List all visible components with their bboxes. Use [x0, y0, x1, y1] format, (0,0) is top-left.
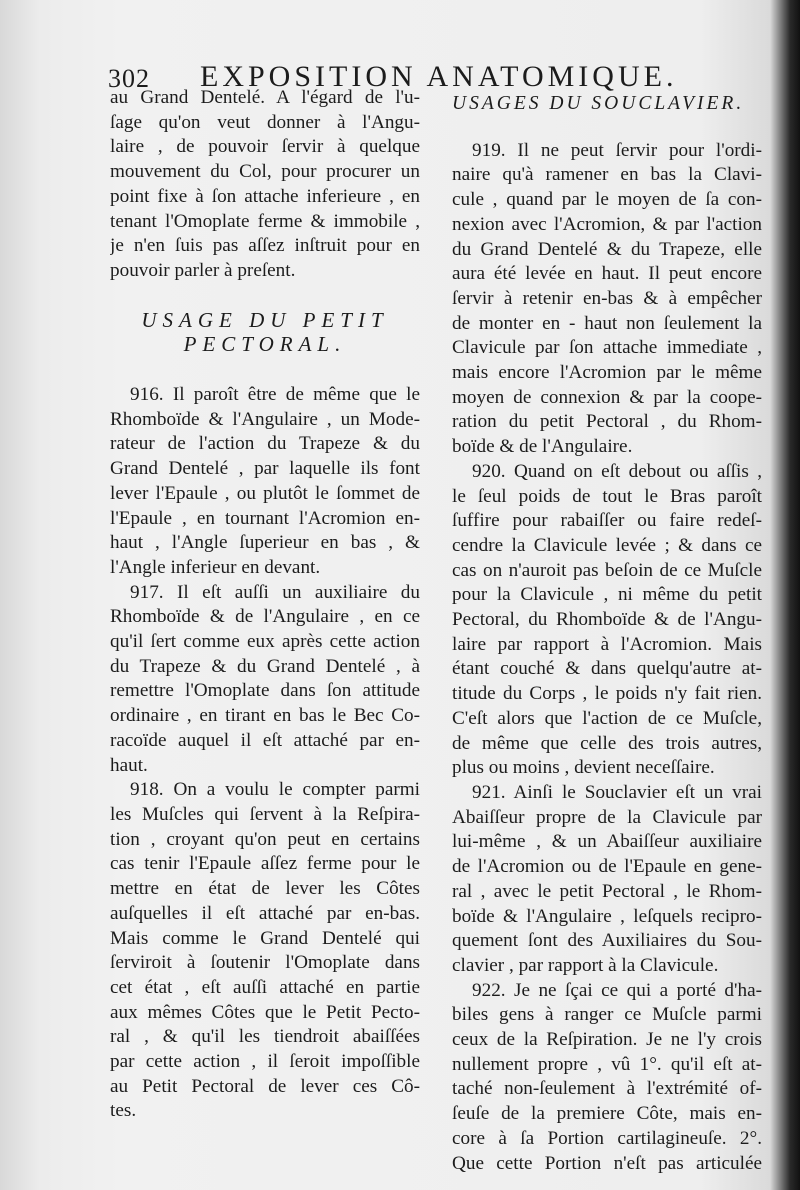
text-line: clavier , par rapport à la Clavicule.: [452, 954, 719, 976]
text-line: ration du petit Pectoral , du Rhom-: [452, 411, 762, 433]
paragraph-922: [452, 979, 762, 1177]
paragraph-918: [110, 778, 420, 1124]
text-line: ral , avec le petit Pectoral , le Rhom-: [452, 880, 762, 902]
text-line: racoïde auquel il eſt attaché par en-: [110, 729, 420, 751]
running-title: EXPOSITION ANATOMIQUE.: [200, 60, 678, 93]
page-number: 302: [108, 64, 150, 93]
paragraph-921: [452, 781, 762, 979]
text-line: ordinaire , en tirant en bas le Bec Co-: [110, 705, 420, 727]
text-line: cas tenir l'Epaule aſſez ferme pour le: [110, 853, 420, 875]
text-line: ceux de la Reſpiration. Je ne l'y crois: [452, 1029, 762, 1051]
text-line: ſerviroit à ſoutenir l'Omoplate dans: [110, 952, 420, 974]
text-line: aura été levée en haut. Il peut encore: [452, 263, 762, 285]
text-line: les Muſcles qui ſervent à la Reſpira-: [110, 803, 420, 825]
text-line: cas on n'auroit pas beſoin de ce Muſcle: [452, 559, 762, 581]
text-line: titude du Corps , le poids n'y fait rien.: [452, 683, 762, 705]
text-line: biles gens à ranger ce Muſcle parmi: [452, 1004, 762, 1026]
text-line: rateur de l'action du Trapeze & du: [110, 433, 420, 455]
text-line: moyen de connexion & par la coope-: [452, 386, 762, 408]
paragraph-920: [452, 460, 762, 781]
text-line: Pectoral, du Rhomboïde & de l'Angu-: [452, 609, 762, 631]
text-line: mettre en état de lever les Côtes: [110, 878, 420, 900]
text-line: par cette action , il ſeroit impoſſible: [110, 1051, 420, 1073]
text-line: Rhomboïde & de l'Angulaire , en ce: [110, 606, 420, 628]
text-line: 920. Quand on eſt debout ou aſſis ,: [472, 460, 762, 482]
text-line: ral , & qu'il les tiendroit abaiſſées: [110, 1026, 420, 1048]
text-line: l'Angle inferieur en devant.: [110, 556, 321, 578]
text-line: ſuffire pour rabaiſſer ou faire redeſ-: [452, 510, 762, 532]
left-column: [110, 86, 420, 1124]
text-line: cule , quand par le moyen de ſa con-: [452, 189, 762, 211]
section-heading-petit-pectoral: USAGE DU PETIT: [141, 307, 389, 332]
text-line: Abaiſſeur propre de la Clavicule par: [452, 806, 762, 828]
opening-paragraph: [110, 86, 420, 284]
text-line: au Grand Dentelé. A l'égard de l'u-: [110, 87, 420, 108]
text-line: plus ou moins , devient neceſſaire.: [452, 757, 715, 779]
text-line: Mais comme le Grand Dentelé qui: [110, 927, 420, 949]
text-line: qu'il ſert comme eux après cette action: [110, 631, 420, 653]
text-line: Que cette Portion n'eſt pas articulée: [452, 1152, 762, 1174]
text-line: le ſeul poids de tout le Bras paroît: [452, 485, 762, 507]
text-line: tes.: [110, 1100, 137, 1122]
text-line: point fixe à ſon attache inferieure , en: [110, 185, 420, 207]
text-line: de l'Acromion ou de l'Epaule en gene-: [452, 856, 762, 878]
text-line: tion , croyant qu'on peut en certains: [110, 828, 420, 850]
text-line: boïde & l'Angulaire , leſquels recipro-: [452, 905, 762, 927]
text-line: lever l'Epaule , ou plutôt le ſommet de: [110, 482, 420, 504]
text-line: naire qu'à ramener en bas la Clavi-: [452, 164, 762, 186]
text-line: remettre l'Omoplate dans ſon attitude: [110, 680, 420, 702]
text-line: 917. Il eſt auſſi un auxiliaire du: [130, 581, 420, 603]
text-line: Grand Dentelé , par laquelle ils font: [110, 458, 420, 480]
right-column: [452, 86, 762, 1176]
text-line: laire , de pouvoir ſervir à quelque: [110, 136, 420, 158]
text-line: boïde & de l'Angulaire.: [452, 436, 633, 458]
text-line: nexion avec l'Acromion, & par l'action: [452, 213, 762, 235]
text-line: tenant l'Omoplate ferme & immobile ,: [110, 210, 420, 232]
text-line: lui-même , & un Abaiſſeur auxiliaire: [452, 831, 762, 853]
text-line: étant couché & dans quelqu'autre at-: [452, 658, 762, 680]
text-line: nullement propre , vû 1°. qu'il eſt at-: [452, 1053, 762, 1075]
text-line: mais encore l'Acromion par le même: [452, 362, 762, 384]
text-line: pouvoir parler à preſent.: [110, 259, 296, 281]
text-line: de même que celle des trois autres,: [452, 732, 762, 754]
text-line: 921. Ainſi le Souclavier eſt un vrai: [472, 781, 762, 803]
section-heading-souclavier: USAGES DU SOUCLAVIER.: [452, 93, 745, 114]
text-line: 916. Il paroît être de même que le: [130, 384, 420, 406]
text-line: haut.: [110, 754, 148, 776]
paragraph-919: [452, 139, 762, 460]
text-line: haut , l'Angle ſuperieur en bas , &: [110, 532, 420, 554]
text-line: je n'en ſuis pas aſſez inſtruit pour en: [110, 235, 420, 257]
text-line: pour la Clavicule , ni même du petit: [452, 584, 762, 606]
text-line: du Trapeze & du Grand Dentelé , à: [110, 655, 420, 677]
text-line: 918. On a voulu le compter parmi: [130, 779, 420, 801]
text-line: ſervir à retenir en-bas & à empêcher: [452, 287, 762, 309]
section-heading-petit-pectoral-line2: PECTORAL.: [183, 332, 347, 357]
text-line: au Petit Pectoral de lever ces Cô-: [110, 1075, 420, 1097]
text-line: quement ſont des Auxiliaires du Sou-: [452, 930, 762, 952]
text-line: ſeuſe de la premiere Côte, mais en-: [452, 1103, 762, 1125]
text-line: l'Epaule , en tournant l'Acromion en-: [110, 507, 420, 529]
text-line: ſage qu'on veut donner à l'Angu-: [110, 111, 420, 133]
text-line: 922. Je ne ſçai ce qui a porté d'ha-: [472, 979, 762, 1001]
text-line: Rhomboïde & l'Angulaire , un Mode-: [110, 408, 420, 430]
text-line: aux mêmes Côtes que le Petit Pecto-: [110, 1001, 420, 1023]
text-line: auſquelles il eſt attaché par en-bas.: [110, 902, 420, 924]
text-line: de monter en - haut non ſeulement la: [452, 312, 762, 334]
text-line: cendre la Clavicule levée ; & dans ce: [452, 534, 762, 556]
text-line: cet état , eſt auſſi attaché en partie: [110, 976, 420, 998]
text-line: Clavicule par ſon attache immediate ,: [452, 337, 762, 359]
text-line: mouvement du Col, pour procurer un: [110, 161, 420, 183]
paragraph-916: [110, 383, 420, 581]
text-line: laire par rapport à l'Acromion. Mais: [452, 633, 762, 655]
text-line: C'eſt alors que l'action de ce Muſcle,: [452, 707, 762, 729]
paragraph-917: [110, 581, 420, 779]
text-line: taché non-ſeulement à l'extrémité of-: [452, 1078, 762, 1100]
text-line: 919. Il ne peut ſervir pour l'ordi-: [472, 139, 762, 161]
text-line: core à ſa Portion cartilagineuſe. 2°.: [452, 1127, 762, 1149]
text-line: du Grand Dentelé & du Trapeze, elle: [452, 238, 762, 260]
